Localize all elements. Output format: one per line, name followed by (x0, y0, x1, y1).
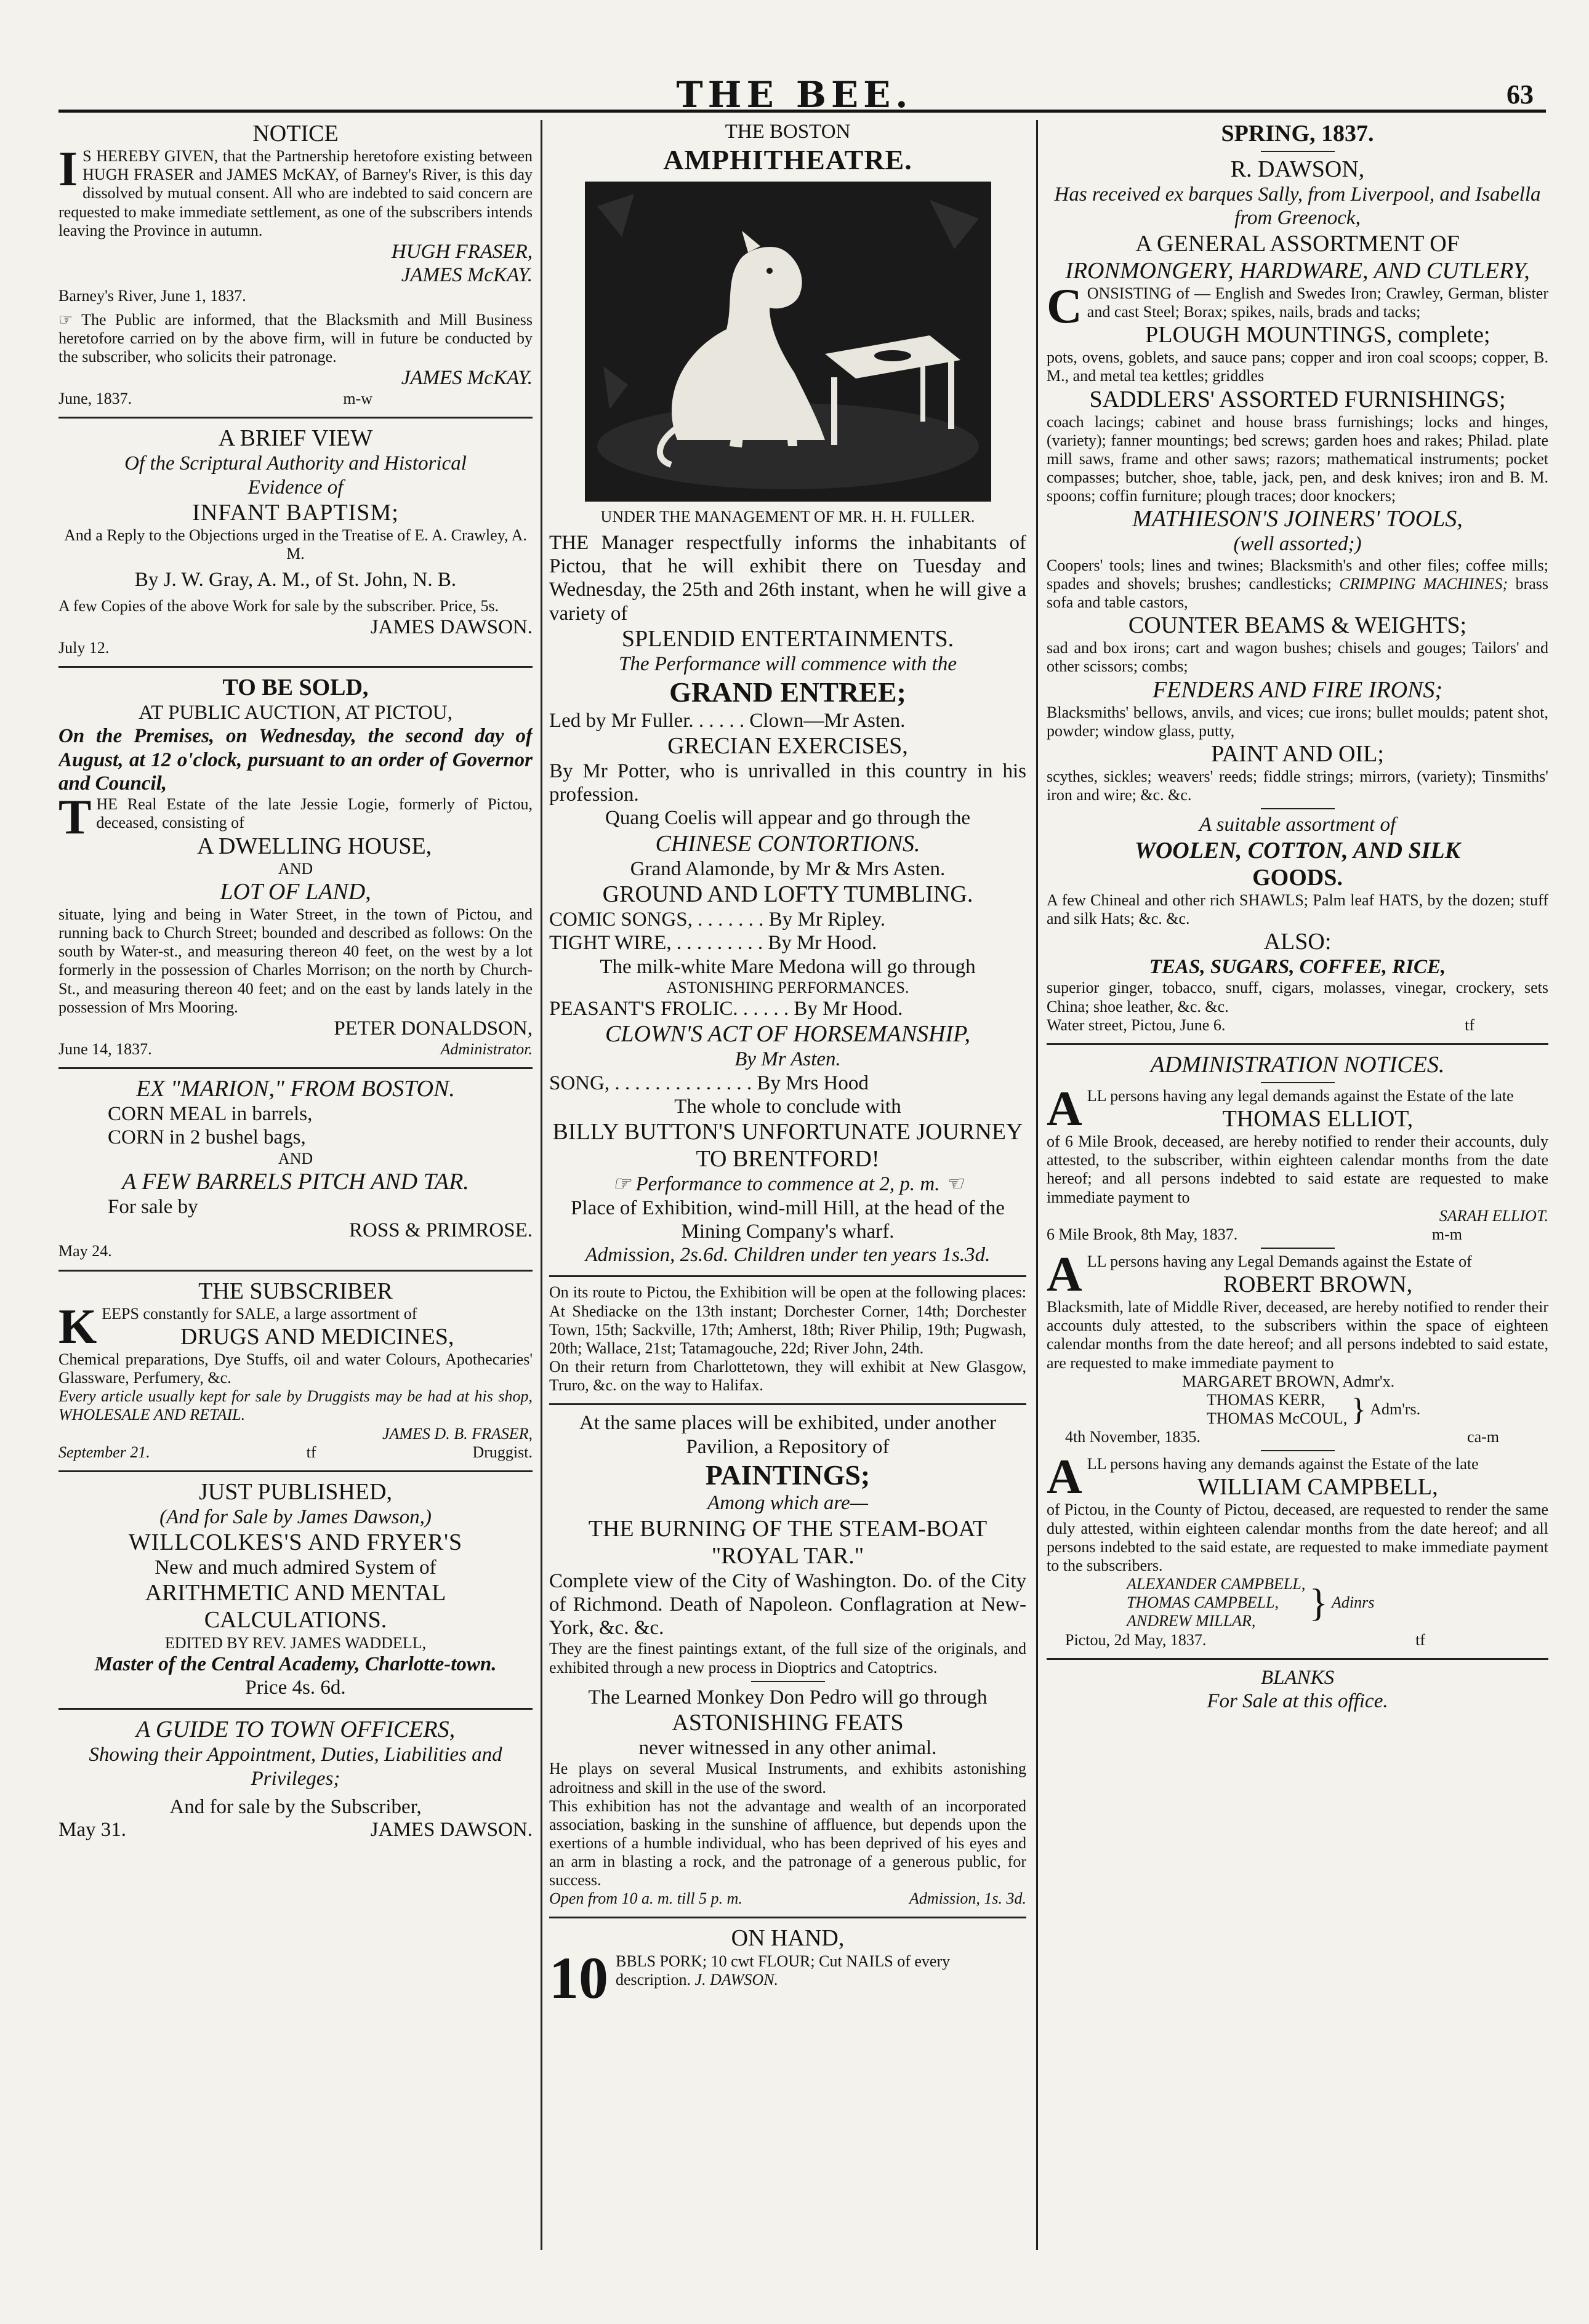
signer-role: Druggist. (472, 1443, 533, 1461)
drop-cap: I (58, 142, 78, 197)
ad-title: GROUND AND LOFTY TUMBLING. (602, 881, 973, 908)
ad-title: CHINESE CONTORTIONS. (655, 830, 920, 857)
ad-subtitle: Evidence of (247, 476, 344, 499)
divider (58, 1470, 533, 1472)
signature: JAMES D. B. FRASER, (382, 1424, 533, 1443)
ad-title: INFANT BAPTISM; (192, 499, 399, 526)
ad-title: WOOLEN, COTTON, AND SILK (1135, 837, 1460, 863)
ad-title: BILLY BUTTON'S UNFORTUNATE JOURNEY TO BRENTFORD! (552, 1119, 1023, 1172)
ad-italic: On the Premises, on Wednesday, the second day of August, at 12 o'clock, pursuant to an order of Governor and Council, (58, 725, 533, 795)
ad-heading: A GUIDE TO TOWN OFFICERS, (135, 1717, 456, 1743)
ad-body: THE Manager respectfully informs the inhabitants of Pictou, that he will exhibit there on Tuesday and Wednesday, the 25th and 26th instant, when he will give a variety of (549, 531, 1026, 625)
ad-line: By Mr Asten. (734, 1048, 841, 1071)
ad-title: ARITHMETIC AND MENTAL CALCULATIONS. (145, 1580, 446, 1633)
newspaper-title: THE BEE. (676, 74, 913, 116)
ad-subtitle: (And for Sale by James Dawson,) (159, 1505, 432, 1528)
signer-role: Adinrs (1332, 1593, 1375, 1612)
ad-title: PLOUGH MOUNTINGS, complete; (1145, 322, 1490, 348)
ad-body: The Public are informed, that the Blacksmith and Mill Business heretofore carried on by the above firm, will in future be conducted by the subscriber, who solicits their patronage. (58, 310, 533, 366)
ad-heading: SPRING, 1837. (1221, 121, 1374, 146)
ad-title: WILLIAM CAMPBELL, (1197, 1474, 1438, 1501)
ad-date: July 12. (58, 638, 110, 657)
ad-line: Place of Exhibition, wind-mill Hill, at the head of the Mining Company's wharf. (571, 1196, 1005, 1243)
ad-price: Admission, 1s. 3d. (909, 1889, 1026, 1908)
ad-body: brass sofa and table castors, (1047, 574, 1548, 612)
divider (1261, 808, 1335, 809)
ad-title: R. DAWSON, (1230, 156, 1365, 183)
ad-title: THOMAS ELLIOT, (1222, 1106, 1414, 1132)
signature: THOMAS KERR, (1207, 1390, 1326, 1409)
ad-conjunction: AND (278, 1149, 313, 1168)
ad-line: Quang Coelis will appear and go through the (605, 807, 970, 830)
ad-line: Led by Mr Fuller. . . . . . Clown—Mr Asten. (549, 709, 906, 732)
ad-line: ASTONISHING PERFORMANCES. (666, 978, 909, 996)
signature: J. DAWSON. (694, 1970, 779, 1989)
ad-body: pots, ovens, goblets, and sauce pans; copper and iron coal scoops; copper, B. M., and metal tea kettles; griddles (1047, 348, 1548, 385)
ad-title: WILLCOLKES'S AND FRYER'S (128, 1529, 463, 1556)
ad-mark: ca-m (1467, 1428, 1499, 1446)
ad-body: Coopers' tools; lines and twines; Blacksmith's and other files; coffee mills; spades and shovels; brushes; candlesticks; (1047, 556, 1548, 593)
divider (549, 1275, 1026, 1277)
brace-glyph: } (1351, 1392, 1367, 1427)
ad-italic: Among which are— (707, 1492, 868, 1515)
divider (1261, 1450, 1335, 1451)
ad-body: Complete view of the City of Washington. Do. of the City of Richmond. Death of Napoleon. Conflagration at New-York, &c. &c. (549, 1569, 1026, 1640)
ad-title: MATHIESON'S JOINERS' TOOLS, (1132, 506, 1463, 532)
ad-subtitle: Showing their Appointment, Duties, Liabilities and Privileges; (89, 1744, 502, 1790)
masthead-rule (58, 110, 1546, 113)
ad-body: HE Real Estate of the late Jessie Logie, formerly of Pictou, deceased, consisting of (96, 795, 533, 832)
notice-campbell (1047, 1450, 1548, 1649)
ad-title: ALSO: (1263, 929, 1332, 955)
divider (751, 1681, 825, 1682)
signature: SARAH ELLIOT. (1439, 1206, 1548, 1225)
column-1 (58, 120, 533, 2250)
ad-mark: tf (306, 1443, 316, 1461)
ad-body: superior ginger, tobacco, snuff, cigars, molasses, vinegar, crockery, sets China; shoe leather, &c. &c. (1047, 979, 1548, 1016)
column-3 (1047, 120, 1548, 2250)
ad-date: May 24. (58, 1242, 112, 1260)
ad-line: By Mr Potter, who is unrivalled in this country in his profession. (549, 759, 1026, 806)
ad-title: IRONMONGERY, HARDWARE, AND CUTLERY, (1065, 257, 1530, 284)
signature: PETER DONALDSON, (334, 1017, 533, 1040)
ad-date: June, 1837. (58, 390, 132, 408)
just-published-ad (58, 1478, 533, 1700)
ad-date: 6 Mile Brook, 8th May, 1837. (1047, 1225, 1238, 1243)
signature: JAMES DAWSON. (370, 1819, 533, 1841)
ad-title: COUNTER BEAMS & WEIGHTS; (1128, 612, 1467, 639)
ad-body: EEPS constantly for SALE, a large assortment of (102, 1304, 417, 1323)
signature: JAMES McKAY. (401, 367, 533, 390)
ad-title: GRAND ENTREE; (669, 676, 906, 708)
ad-italic: (well assorted;) (1233, 533, 1362, 556)
ad-title: A FEW BARRELS PITCH AND TAR. (122, 1168, 469, 1195)
signature: ROSS & PRIMROSE. (348, 1219, 533, 1242)
ad-title: A GENERAL ASSORTMENT OF (1135, 230, 1460, 257)
ad-italic: Every article usually kept for sale by Druggists may be had at his shop, WHOLESALE AND RETAIL. (58, 1387, 533, 1424)
ad-price: Price 4s. 6d. (245, 1676, 346, 1699)
divider (58, 417, 533, 419)
signature: MARGARET BROWN, Admr'x. (1182, 1372, 1395, 1390)
drop-cap: A (1047, 1081, 1082, 1136)
ad-title: THE BURNING OF THE STEAM-BOAT (588, 1515, 988, 1542)
ad-title: ROBERT BROWN, (1223, 1272, 1413, 1298)
signature: HUGH FRASER, (391, 240, 533, 263)
ad-body: Blacksmiths' bellows, anvils, and vices; cue irons; bullet moulds; patent shot, powder; window glass, putty, (1047, 703, 1548, 740)
ad-title: A DWELLING HOUSE, (197, 833, 432, 859)
ad-body: S HEREBY GIVEN, that the Partnership heretofore existing between HUGH FRASER and JAMES McKAY, of Barney's River, is this day dissolved by mutual consent. All who are indebted to said concern are requested to make immediate settlement, as one of the subscribers intends leaving the Province in autumn. (58, 147, 533, 239)
ad-subtitle: AT PUBLIC AUCTION, AT PICTOU, (139, 702, 453, 724)
column-divider (1036, 120, 1038, 2250)
ad-body: scythes, sickles; weavers' reeds; fiddle strings; mirrors, (variety); Tinsmiths' iron and wire; &c. &c. (1047, 767, 1548, 804)
ad-body: And a Reply to the Objections urged in the Treatise of E. A. Crawley, A. M. (64, 526, 527, 563)
ad-title: LOT OF LAND, (220, 878, 371, 905)
ad-body: A few Chineal and other rich SHAWLS; Palm leaf HATS, by the dozen; stuff and silk Hats; &c. &c. (1047, 891, 1548, 928)
ad-line: TIGHT WIRE, . . . . . . . . . By Mr Hood. (549, 932, 877, 955)
ad-body: This exhibition has not the advantage and wealth of an incorporated association, basking in the sunshine of affluence, but depends upon the exertions of a humble individual, who has been deprived of his eyes and an arm in blasting a rock, and the patronage of a generous public, for success. (549, 1797, 1026, 1889)
ad-date: Water street, Pictou, June 6. (1047, 1016, 1226, 1034)
ad-line: CORN MEAL in barrels, (108, 1103, 313, 1126)
ad-date: Barney's River, June 1, 1837. (58, 287, 246, 305)
ad-body: Blacksmith, late of Middle River, deceased, are hereby notified to render their accounts duly attested, to the subscribers within the space of eighteen calendar months from the date hereof; and all persons indebted to said estate, are requested to make immediate payment to (1047, 1298, 1548, 1372)
ad-title: "ROYAL TAR." (711, 1542, 864, 1569)
ad-heading: NOTICE (252, 121, 339, 146)
divider (1047, 1043, 1548, 1045)
column-divider (541, 120, 542, 2250)
brief-view-ad (58, 425, 533, 657)
ad-line: The milk-white Mare Medona will go through (600, 955, 976, 978)
divider (1047, 1658, 1548, 1660)
page-number: 63 (1507, 79, 1534, 110)
drop-cap: T (58, 790, 92, 845)
divider (58, 666, 533, 668)
ad-title: CLOWN'S ACT OF HORSEMANSHIP, (605, 1021, 970, 1048)
ad-title: GRECIAN EXERCISES, (667, 732, 908, 759)
ad-mark: m-w (343, 390, 372, 408)
ad-heading: JUST PUBLISHED, (199, 1478, 392, 1505)
ad-italic: Has received ex barques Sally, from Liverpool, and Isabella from Greenock, (1054, 183, 1541, 230)
ad-heading: ON HAND, (731, 1925, 845, 1952)
notice-elliot (1047, 1081, 1548, 1244)
section-heading: ADMINISTRATION NOTICES. (1150, 1051, 1445, 1078)
ad-mark: m-m (1431, 1225, 1462, 1243)
ad-title: ASTONISHING FEATS (672, 1710, 904, 1736)
ad-line: For sale by (108, 1195, 198, 1218)
ad-hours: Open from 10 a. m. till 5 p. m. (549, 1889, 742, 1908)
ad-line: COMIC SONGS, . . . . . . . By Mr Ripley. (549, 908, 886, 931)
horse-woodcut-illustration (585, 182, 991, 502)
ad-title: PAINT AND OIL; (1211, 741, 1384, 767)
ad-body: LL persons having any demands against the Estate of the late (1087, 1455, 1479, 1473)
ad-title: TEAS, SUGARS, COFFEE, RICE, (1149, 956, 1446, 979)
ad-title: GOODS. (1252, 864, 1343, 891)
ad-editor: EDITED BY REV. JAMES WADDELL, (164, 1633, 427, 1652)
drop-cap: A (1047, 1247, 1082, 1302)
notice-ad (58, 120, 533, 408)
ad-body: On their return from Charlottetown, they will exhibit at New Glasgow, Truro, &c. on the way to Halifax. (549, 1358, 1026, 1395)
ad-heading: TO BE SOLD, (222, 675, 369, 701)
column-2 (549, 120, 1026, 2250)
ad-price: Admission, 2s.6d. Children under ten years 1s.3d. (585, 1244, 991, 1267)
ad-date: 4th November, 1835. (1065, 1428, 1201, 1446)
brace-glyph: } (1309, 1581, 1329, 1625)
ad-italic: CRIMPING MACHINES; (1339, 574, 1508, 593)
divider (1261, 1082, 1335, 1083)
ad-italic: Master of the Central Academy, Charlotte-town. (94, 1653, 497, 1675)
divider (549, 1917, 1026, 1918)
horse-icon (585, 182, 991, 502)
ad-line: For Sale at this office. (1207, 1689, 1388, 1712)
ad-title: SADDLERS' ASSORTED FURNISHINGS; (1089, 386, 1506, 412)
ad-heading: BLANKS (1260, 1666, 1335, 1689)
ad-line: At the same places will be exhibited, under another Pavilion, a Repository of (579, 1412, 997, 1458)
ad-body: Chemical preparations, Dye Stuffs, oil and water Colours, Apothecaries' Glassware, Perfumery, &c. (58, 1350, 533, 1387)
ad-heading: A BRIEF VIEW (218, 425, 373, 452)
ad-body: On its route to Pictou, the Exhibition will be open at the following places: At Shediacke on the 13th instant; Dorchester Corner, 14th; Dorchester Town, 15th; Sackville, 17th; Amherst, 18th; River Philip, 19th; Pugwash, 20th; Wallace, 21st; Tatamagouche, 22d; River John, 24th. (549, 1283, 1026, 1357)
ad-title: DRUGS AND MEDICINES, (180, 1323, 454, 1350)
marion-ad (58, 1075, 533, 1261)
ad-body: LL persons having any Legal Demands against the Estate of (1087, 1252, 1472, 1270)
ad-title: FENDERS AND FIRE IRONS; (1152, 676, 1443, 703)
ad-body: situate, lying and being in Water Street, in the town of Pictou, and running back to Church Street; bounded and described as follows: On the south by Water-st., and measuring thereon 40 feet, on the west by a lot formerly in the possession of Charles Morrison; on the north by Church-St., and measuring thereon 40 feet; and on the east by lands lately in the possession of Mrs Mooring. (58, 905, 533, 1016)
ad-body: sad and box irons; cart and wagon bushes; chisels and gouges; Tailors' and other scissors; combs; (1047, 639, 1548, 676)
ad-heading: THE BOSTON (725, 121, 851, 143)
ad-body: BBLS PORK; 10 cwt FLOUR; Cut NAILS of every description. (616, 1952, 951, 1989)
ad-date: June 14, 1837. (58, 1040, 152, 1059)
ad-body: coach lacings; cabinet and house brass furnishings; locks and hinges, (variety); fanner mountings; bed screws; garden hoes and rakes; Philad. plate mill saws, frame and other saws; razors; mathematical instruments; pocket compasses; butcher, shoe, table, jack, pen, and desk knives; iron and B. M. spoons; coffin furniture; plough traces; door knockers; (1047, 412, 1548, 505)
signature: ALEXANDER CAMPBELL, (1127, 1575, 1306, 1593)
divider (58, 1067, 533, 1069)
divider (549, 1403, 1026, 1405)
ad-line: The whole to conclude with (674, 1095, 901, 1118)
ad-italic: A suitable assortment of (1199, 814, 1396, 836)
pointing-hand-icon: ☞ (58, 310, 82, 329)
ad-body: of 6 Mile Brook, deceased, are hereby notified to render their accounts, duly attested, to the subscriber, within eighteen calendar months from the date hereof; and all persons indebted to said estate are requested to make immediate payment to (1047, 1132, 1548, 1206)
ad-line: PEASANT'S FROLIC. . . . . . By Mr Hood. (549, 998, 903, 1020)
ad-line: CORN in 2 bushel bags, (108, 1126, 306, 1149)
ad-mark: tf (1415, 1630, 1425, 1649)
ad-line: never witnessed in any other animal. (638, 1737, 937, 1760)
ad-subtitle: Of the Scriptural Authority and Historical (124, 452, 467, 475)
signer-role: Adm'rs. (1370, 1400, 1421, 1419)
ad-author: By J. W. Gray, A. M., of St. John, N. B. (134, 569, 457, 591)
signature: THOMAS CAMPBELL, (1127, 1593, 1279, 1612)
ad-heading: EX "MARION," FROM BOSTON. (136, 1076, 455, 1102)
ad-line: The Learned Monkey Don Pedro will go through (588, 1686, 988, 1709)
signature: ANDREW MILLAR, (1127, 1612, 1256, 1630)
ad-date: May 31. (58, 1819, 126, 1841)
ad-title: AMPHITHEATRE. (663, 144, 912, 176)
drugs-ad (58, 1278, 533, 1462)
ad-body: of Pictou, in the County of Pictou, deceased, are requested to render the same duly attested, within eighteen calendar months from the date hereof; and all persons indebted to the said estate, are requested to make immediate payment to the subscribers. (1047, 1501, 1548, 1574)
to-be-sold-ad (58, 674, 533, 1059)
ad-body: LL persons having any legal demands against the Estate of the late (1087, 1086, 1514, 1105)
divider (58, 1708, 533, 1710)
masthead (0, 74, 1589, 123)
pointing-hand-icon: ☞ (612, 1173, 636, 1196)
ad-body: ONSISTING of — English and Swedes Iron; Crawley, German, blister and cast Steel; Borax; spikes, nails, brads and tacks; (1087, 284, 1548, 321)
ad-date: Pictou, 2d May, 1837. (1065, 1630, 1207, 1649)
ad-number: 10 (549, 1944, 608, 2011)
ad-line: Grand Alamonde, by Mr & Mrs Asten. (630, 857, 946, 880)
ad-title: PAINTINGS; (705, 1459, 871, 1491)
drop-cap: K (58, 1299, 97, 1354)
ad-body: A few Copies of the above Work for sale by the subscriber. Price, 5s. (58, 596, 499, 615)
drop-cap: A (1047, 1450, 1082, 1505)
notice-brown (1047, 1247, 1548, 1446)
signature: JAMES DAWSON. (370, 615, 533, 638)
ad-line: SONG, . . . . . . . . . . . . . . By Mrs Hood (549, 1072, 869, 1094)
ad-conjunction: AND (278, 859, 313, 878)
ad-body: He plays on several Musical Instruments, and exhibits astonishing adroitness and skill in the use of the sword. (549, 1760, 1026, 1797)
ad-title: SPLENDID ENTERTAINMENTS. (621, 625, 954, 652)
ad-line: Performance to commence at 2, p. m. (635, 1173, 940, 1196)
signature: JAMES McKAY. (401, 264, 533, 287)
signature: THOMAS McCOUL, (1207, 1409, 1348, 1428)
pointing-hand-icon: ☜ (939, 1173, 963, 1196)
divider (1261, 151, 1335, 152)
illustration-caption: UNDER THE MANAGEMENT OF MR. H. H. FULLER. (600, 507, 975, 526)
ad-body: They are the finest paintings extant, of the full size of the originals, and exhibited through a new process in Dioptrics and Catoptrics. (549, 1640, 1026, 1677)
ad-heading: THE SUBSCRIBER (198, 1278, 393, 1304)
ad-date: September 21. (58, 1443, 150, 1461)
ad-italic: The Performance will commence with the (619, 652, 957, 675)
divider (1261, 1248, 1335, 1249)
drop-cap: C (1047, 279, 1082, 334)
divider (58, 1270, 533, 1272)
guide-ad (58, 1716, 533, 1841)
ad-mark: tf (1465, 1016, 1474, 1034)
ad-line: New and much admired System of (155, 1557, 436, 1579)
signer-role: Administrator. (440, 1040, 533, 1059)
ad-line: And for sale by the Subscriber, (169, 1795, 422, 1818)
